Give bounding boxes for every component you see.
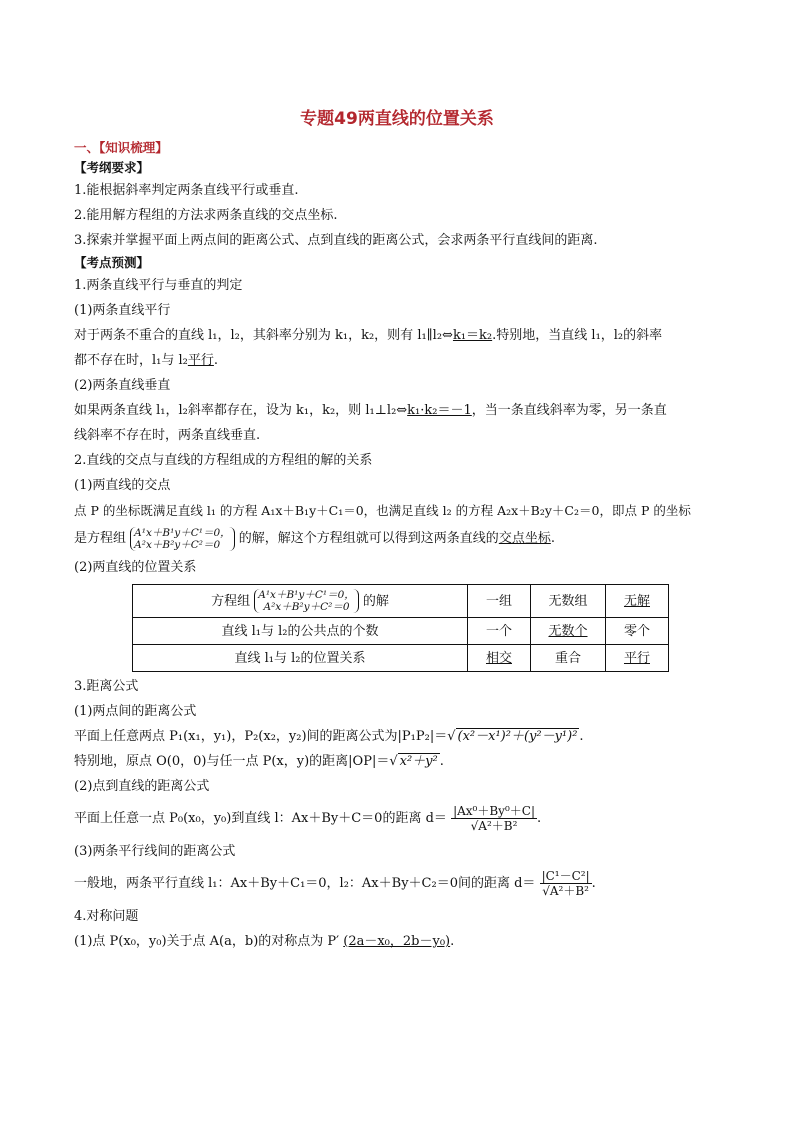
table-row: 方程组 A¹x＋B¹y＋C¹＝0， A²x＋B²y＋C²＝0 的解 一组 无数组 无解 <box>133 585 669 618</box>
perpendicular-line-2: 线斜率不存在时，两条直线垂直. <box>74 428 261 443</box>
position-relation-table <box>132 584 669 672</box>
requirement-3: 3.探索并掌握平面上两点间的距离公式、点到直线的距离公式，会求两条平行直线间的距离. <box>74 233 598 248</box>
symmetry-point: (1)点 P(x₀，y₀)关于点 A(a，b)的对称点为 P′ (2a－x₀，2b－y₀). <box>74 934 455 949</box>
section-heading: 一、【知识梳理】 <box>74 140 168 155</box>
point-line-formula: 平面上任意一点 P₀(x₀，y₀)到直线 l：Ax＋By＋C＝0的距离 d＝ $\frac{\text{|Ax⁰＋By⁰＋C|}}{\text{√A²＋B²}}$ . <box>74 804 542 833</box>
parallel-line-2: 都不存在时，l₁与 l₂平行. <box>74 353 219 368</box>
subtopic-position: (2)两直线的位置关系 <box>74 560 197 575</box>
subtopic-perpendicular: (2)两条直线垂直 <box>74 378 171 393</box>
table-row: 直线 l₁与 l₂的公共点的个数 一个 无数个 零个 <box>133 618 669 645</box>
equation-system: A¹x＋B¹y＋C¹＝0， A²x＋B²y＋C²＝0 <box>130 527 235 551</box>
requirement-2: 2.能用解方程组的方法求两条直线的交点坐标. <box>74 208 338 223</box>
topic-4-heading: 4.对称问题 <box>74 909 139 924</box>
subtopic-two-point-distance: (1)两点间的距离公式 <box>74 704 197 719</box>
table-row: 直线 l₁与 l₂的位置关系 相交 重合 平行 <box>133 645 669 672</box>
requirements-heading: 【考纲要求】 <box>74 160 150 175</box>
page-title: 专题49两直线的位置关系 <box>300 109 494 129</box>
two-point-formula: 平面上任意两点 P₁(x₁，y₁)，P₂(x₂，y₂)间的距离公式为|P₁P₂|＝√ (x²－x¹)²＋(y²－y¹)² . <box>74 729 584 744</box>
topic-3-heading: 3.距离公式 <box>74 679 139 694</box>
intersection-line-2: 是方程组 A¹x＋B¹y＋C¹＝0， A²x＋B²y＋C²＝0 的解，解这个方程组就可以得到这两条直线的交点坐标. <box>74 526 555 551</box>
parallel-line-1: 对于两条不重合的直线 l₁，l₂，其斜率分别为 k₁，k₂，则有 l₁∥l₂⇔k₁＝k₂.特别地，当直线 l₁，l₂的斜率 <box>74 328 663 343</box>
perpendicular-line-1: 如果两条直线 l₁，l₂斜率都存在，设为 k₁，k₂，则 l₁⊥l₂⇔k₁·k₂＝－1，当一条直线斜率为零，另一条直 <box>74 403 667 418</box>
requirement-1: 1.能根据斜率判定两条直线平行或垂直. <box>74 183 299 198</box>
fraction: $\frac{\text{|C¹－C²|}}{\text{√A²＋B²}}$ <box>541 869 590 898</box>
document-body <box>74 138 722 954</box>
subtopic-parallel: (1)两条直线平行 <box>74 303 171 318</box>
fraction: $\frac{\text{|Ax⁰＋By⁰＋C|}}{\text{√A²＋B²}}$ <box>453 804 535 833</box>
subtopic-point-line-distance: (2)点到直线的距离公式 <box>74 779 210 794</box>
predictions-heading: 【考点预测】 <box>74 255 150 270</box>
topic-2-heading: 2.直线的交点与直线的方程组成的方程组的解的关系 <box>74 453 373 468</box>
subtopic-parallel-distance: (3)两条平行线间的距离公式 <box>74 844 236 859</box>
topic-1-heading: 1.两条直线平行与垂直的判定 <box>74 278 243 293</box>
subtopic-intersection: (1)两直线的交点 <box>74 478 171 493</box>
parallel-distance-formula: 一般地，两条平行直线 l₁：Ax＋By＋C₁＝0，l₂：Ax＋By＋C₂＝0间的距离 d＝ $\frac{\text{|C¹－C²|}}{\text{√A²＋B²}}$ . <box>74 869 596 898</box>
origin-distance-formula: 特别地，原点 O(0，0)与任一点 P(x，y)的距离|OP|＝√ x²＋y² . <box>74 754 444 769</box>
intersection-line-1: 点 P 的坐标既满足直线 l₁ 的方程 A₁x＋B₁y＋C₁＝0，也满足直线 l₂ 的方程 A₂x＋B₂y＋C₂＝0，即点 P 的坐标 <box>74 503 691 518</box>
